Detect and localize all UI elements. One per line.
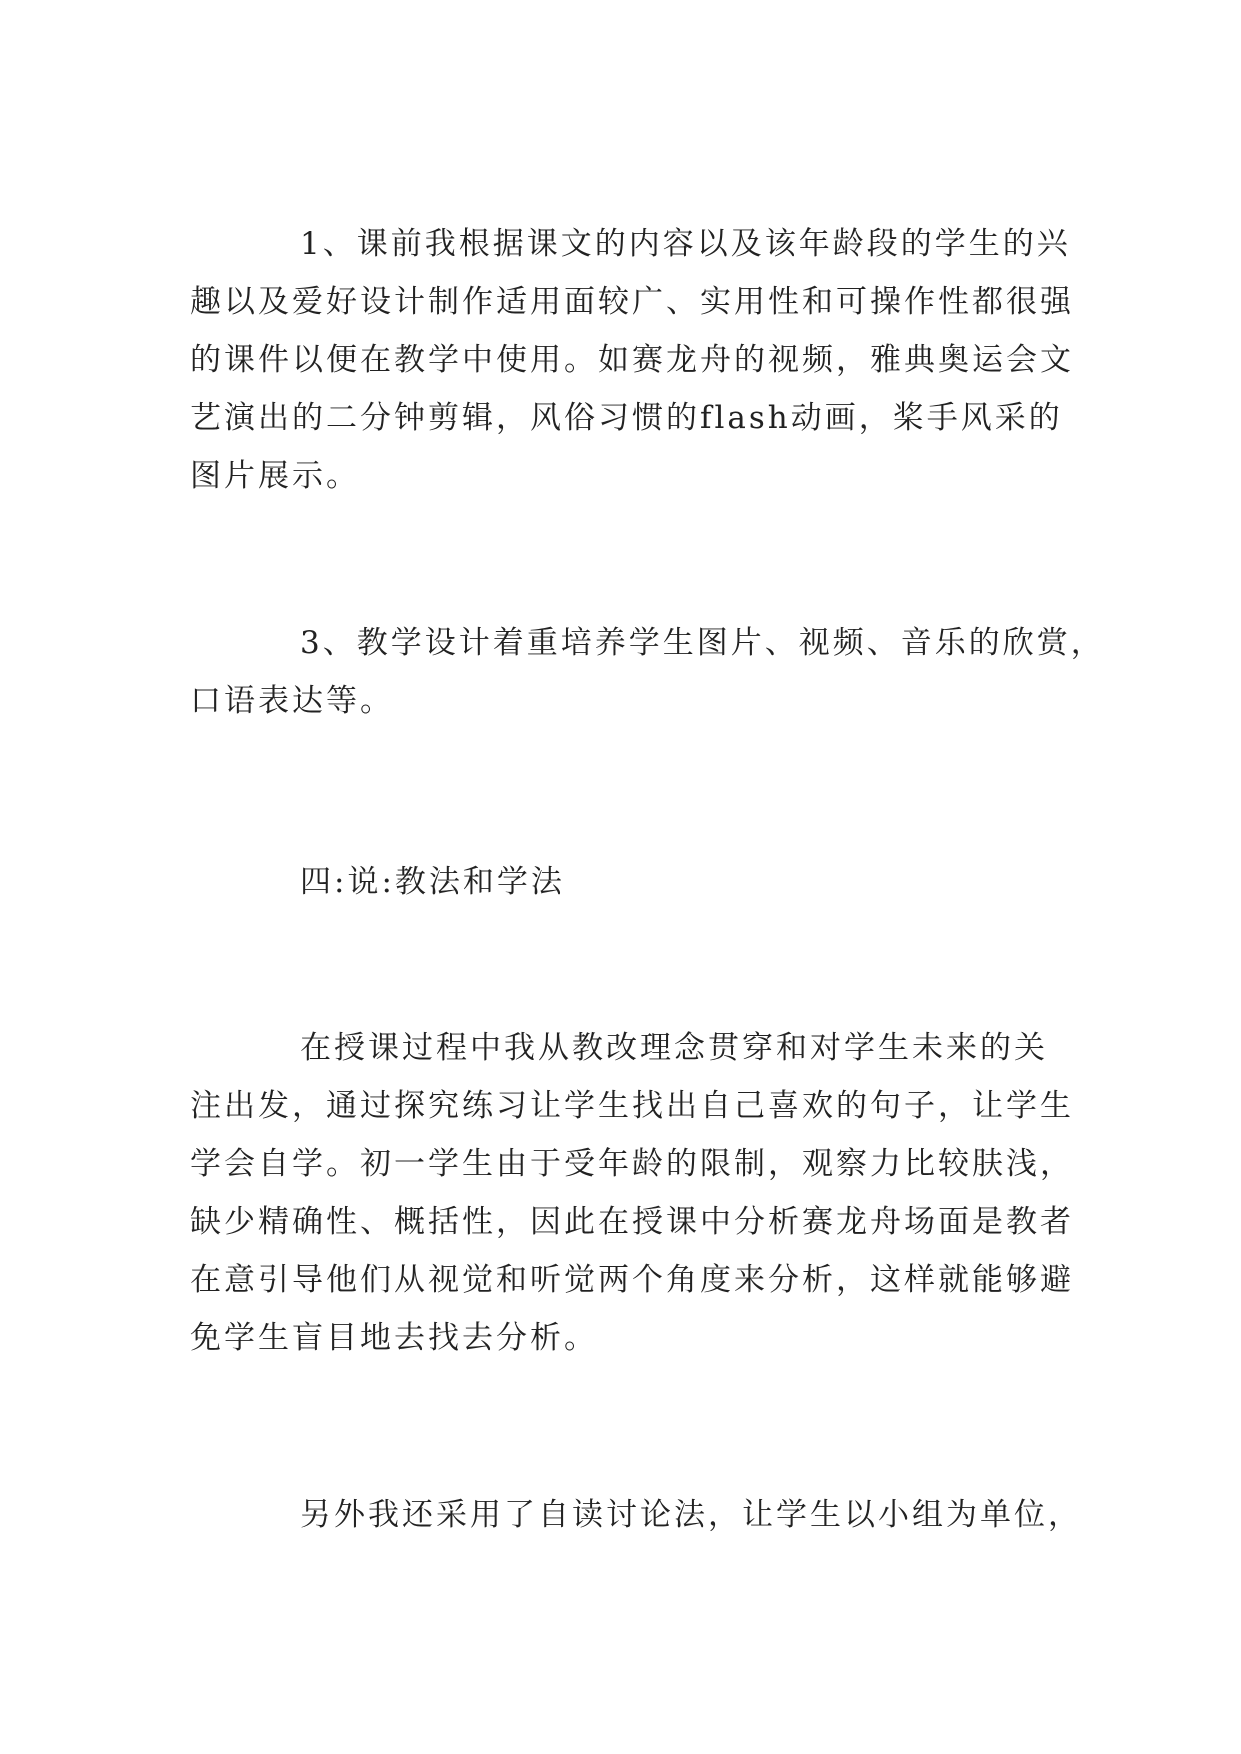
text-line: 3、教学设计着重培养学生图片、视频、音乐的欣赏， [300, 625, 1105, 661]
text-line: 在授课过程中我从教改理念贯穿和对学生未来的关 [300, 1030, 1048, 1066]
text-line: 另外我还采用了自读讨论法，让学生以小组为单位， [300, 1497, 1082, 1533]
text-line: 趣以及爱好设计制作适用面较广、实用性和可操作性都很强 [190, 284, 1074, 320]
text-line: 缺少精确性、概括性，因此在授课中分析赛龙舟场面是教者 [190, 1204, 1074, 1240]
text-line: 注出发，通过探究练习让学生找出自己喜欢的句子，让学生 [190, 1088, 1074, 1124]
text-line: 1、课前我根据课文的内容以及该年龄段的学生的兴 [300, 226, 1071, 262]
text-line: 的课件以便在教学中使用。如赛龙舟的视频，雅典奥运会文 [190, 342, 1074, 378]
text-line: 学会自学。初一学生由于受年龄的限制，观察力比较肤浅， [190, 1146, 1074, 1182]
heading-text: 四:说:教法和学法 [300, 864, 565, 900]
text-line: 免学生盲目地去找去分析。 [190, 1320, 598, 1356]
text-line: 在意引导他们从视觉和听觉两个角度来分析，这样就能够避 [190, 1262, 1074, 1298]
text-line: 图片展示。 [190, 458, 360, 494]
text-line: 口语表达等。 [190, 683, 394, 719]
text-line: 艺演出的二分钟剪辑，风俗习惯的flash动画，桨手风采的 [190, 400, 1063, 436]
